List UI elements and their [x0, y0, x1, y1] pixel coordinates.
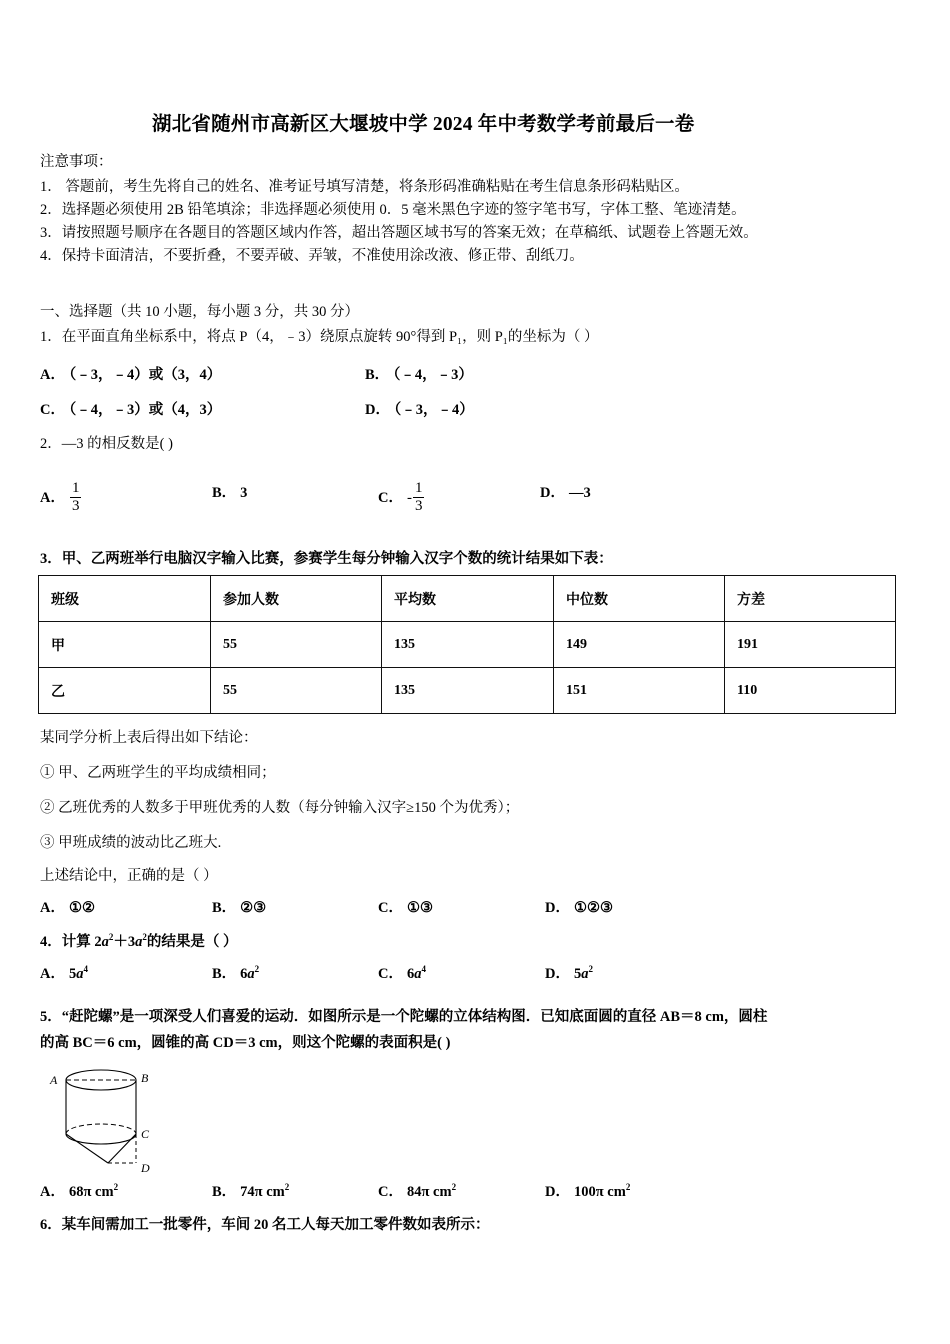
question-3-stem: 3．甲、乙两班举行电脑汉字输入比赛，参赛学生每分钟输入汉字个数的统计结果如下表：: [40, 551, 613, 567]
option-coefficient: 6: [240, 966, 248, 982]
table-header-cell: 方差: [725, 576, 896, 622]
option-value: （﹣3，﹣4）或（3，4）: [68, 367, 222, 383]
question-2-option-d[interactable]: [540, 481, 591, 502]
spinning-top-svg: [42, 1062, 217, 1180]
option-label: C．: [378, 900, 403, 916]
note-item-1: 1． 答题前，考生先将自己的姓名、准考证号填写清楚，将条形码准确粘贴在考生信息条形码粘贴区。: [40, 179, 689, 195]
option-label: A．: [40, 900, 65, 916]
table-cell: 151: [554, 668, 725, 714]
fraction-denominator: 3: [71, 498, 80, 514]
question-1-option-b[interactable]: [365, 363, 473, 384]
spinning-top-figure: [42, 1062, 217, 1180]
option-variable: a: [247, 966, 255, 982]
stem-part: ＋3: [113, 934, 136, 950]
question-5-option-d[interactable]: [545, 1180, 630, 1201]
question-3-conclusion-2: ② 乙班优秀的人数多于甲班优秀的人数（每分钟输入汉字≥150 个为优秀）；: [40, 800, 520, 816]
stem-exponent: 2: [142, 932, 147, 943]
option-variable: a: [76, 966, 84, 982]
question-4-option-d[interactable]: [545, 962, 593, 983]
option-exponent: 4: [421, 964, 426, 975]
question-4-option-b[interactable]: [212, 962, 259, 983]
option-label: C．: [378, 966, 403, 982]
question-3-option-b[interactable]: [212, 896, 266, 917]
option-label: D．: [545, 900, 570, 916]
note-item-3: 3．请按照题号顺序在各题目的答题区域内作答，超出答题区域书写的答案无效；在草稿纸、试题卷上答题无效。: [40, 225, 758, 241]
label-d: D: [141, 1161, 150, 1175]
option-label: C．: [378, 489, 403, 506]
stem-variable: a: [135, 934, 143, 950]
option-value: ①②: [68, 900, 95, 916]
option-value: （﹣4，﹣3）: [393, 367, 473, 383]
table-cell: 55: [211, 668, 382, 714]
notes-heading: 注意事项：: [40, 154, 113, 170]
option-label: B．: [212, 966, 237, 982]
cone-left-edge: [66, 1134, 108, 1163]
option-label: B．: [212, 900, 237, 916]
bottom-ellipse-back: [66, 1124, 136, 1134]
table-row: [39, 622, 896, 668]
question-1-option-d[interactable]: [365, 398, 474, 419]
option-value: （﹣4，﹣3）或（4，3）: [68, 402, 222, 418]
bottom-ellipse-front: [66, 1134, 136, 1144]
stem-variable: a: [101, 934, 109, 950]
question-6-stem: 6．某车间需加工一批零件，车间 20 名工人每天加工零件数如表所示：: [40, 1217, 490, 1233]
question-3-prompt: 上述结论中，正确的是（ ）: [40, 868, 218, 884]
fraction-sign: -: [406, 489, 412, 506]
option-coefficient: 5: [68, 966, 77, 982]
option-label: A．: [40, 489, 65, 506]
option-exponent: 2: [588, 964, 593, 975]
question-2-stem: 2．—3 的相反数是( ): [40, 436, 173, 452]
question-3-conclusion-3: ③ 甲班成绩的波动比乙班大.: [40, 835, 222, 851]
question-5-stem-line-2: 的高 BC＝6 cm，圆锥的高 CD＝3 cm，则这个陀螺的表面积是( ): [40, 1035, 451, 1051]
fraction-one-third: [413, 481, 425, 514]
option-value: 74π cm: [240, 1184, 285, 1200]
table-cell: 135: [382, 668, 554, 714]
question-3-lead-in: 某同学分析上表后得出如下结论：: [40, 730, 258, 746]
table-cell: 乙: [39, 668, 211, 714]
option-exponent: 2: [284, 1182, 290, 1193]
option-label: B．: [212, 1184, 237, 1200]
note-item-4: 4．保持卡面清洁，不要折叠，不要弄破、弄皱，不准使用涂改液、修正带、刮纸刀。: [40, 248, 584, 264]
fraction-numerator: 1: [71, 480, 80, 496]
fraction-one-third: [70, 481, 82, 514]
table-cell: 55: [211, 622, 382, 668]
question-3-option-c[interactable]: [378, 896, 433, 917]
option-value: ①③: [406, 900, 433, 916]
option-label: D．: [365, 402, 390, 418]
stem-exponent: 2: [108, 932, 114, 943]
question-4-option-a[interactable]: [40, 962, 88, 983]
question-2-option-b[interactable]: [212, 481, 247, 502]
stem-part: 的结果是（ ）: [146, 934, 238, 950]
cone-right-edge: [108, 1134, 136, 1163]
question-5-option-c[interactable]: [378, 1180, 456, 1201]
section-heading: 一、选择题（共 10 小题，每小题 3 分，共 30 分）: [40, 304, 359, 320]
option-exponent: 2: [451, 1182, 457, 1193]
label-b: B: [141, 1071, 149, 1085]
table-header-cell: 平均数: [382, 576, 554, 622]
question-3-option-d[interactable]: [545, 896, 613, 917]
table-cell: 110: [725, 668, 896, 714]
option-value: 84π cm: [406, 1184, 452, 1200]
option-value: ②③: [240, 900, 267, 916]
table-header-cell: 参加人数: [211, 576, 382, 622]
table-cell: 191: [725, 622, 896, 668]
option-label: D．: [545, 1184, 570, 1200]
option-label: B．: [365, 367, 390, 383]
option-label: D．: [540, 485, 565, 501]
table-cell: 149: [554, 622, 725, 668]
table-header-row: [39, 576, 896, 622]
fraction-denominator: 3: [414, 498, 423, 514]
question-1-stem: 1．在平面直角坐标系中，将点 P（4，﹣3）绕原点旋转 90°得到 P₁，则 P₁的坐标为（ ）: [40, 329, 599, 345]
question-3-conclusion-1: ① 甲、乙两班学生的平均成绩相同；: [40, 765, 276, 781]
option-value: （﹣3，﹣4）: [393, 402, 474, 418]
question-1-option-a[interactable]: [40, 363, 221, 384]
note-item-2: 2．选择题必须使用 2B 铅笔填涂；非选择题必须使用 0．5 毫米黑色字迹的签字笔书写，字体工整、笔迹清楚。: [40, 202, 746, 218]
table-header-cell: 班级: [39, 576, 211, 622]
option-label: A．: [40, 966, 65, 982]
option-variable: a: [581, 966, 589, 982]
option-coefficient: 5: [573, 966, 582, 982]
question-2-option-a[interactable]: [40, 481, 82, 514]
option-value: 68π cm: [68, 1184, 114, 1200]
option-label: A．: [40, 367, 65, 383]
table-header-cell: 中位数: [554, 576, 725, 622]
option-exponent: 2: [113, 1182, 119, 1193]
table-row: [39, 668, 896, 714]
option-label: D．: [545, 966, 570, 982]
label-c: C: [141, 1127, 150, 1141]
option-exponent: 2: [625, 1182, 631, 1193]
question-5-option-b[interactable]: [212, 1180, 289, 1201]
option-variable: a: [414, 966, 422, 982]
question-2-option-c[interactable]: [378, 481, 425, 514]
option-label: B．: [212, 485, 237, 501]
table-cell: 甲: [39, 622, 211, 668]
statistics-table: [38, 575, 896, 714]
option-value: 3: [240, 485, 248, 501]
fraction-numerator: 1: [414, 480, 423, 496]
option-exponent: 4: [83, 964, 88, 975]
option-exponent: 2: [254, 964, 260, 975]
option-value: ①②③: [573, 900, 613, 916]
question-4-stem: [40, 930, 238, 954]
question-1-option-c[interactable]: [40, 398, 221, 419]
question-5-stem-line-1: 5．“赶陀螺”是一项深受人们喜爱的运动．如图所示是一个陀螺的立体结构图．已知底面圆的直径 AB＝8 cm，圆柱: [40, 1009, 768, 1025]
notes-section: [40, 150, 920, 268]
table-cell: 135: [382, 622, 554, 668]
option-value: —3: [568, 485, 591, 501]
question-3-option-a[interactable]: [40, 896, 95, 917]
question-5-option-a[interactable]: [40, 1180, 118, 1201]
page-title: 湖北省随州市高新区大堰坡中学 2024 年中考数学考前最后一卷: [152, 114, 695, 135]
question-4-option-c[interactable]: [378, 962, 426, 983]
option-label: C．: [378, 1184, 403, 1200]
stem-part: 4．计算 2: [40, 934, 102, 950]
label-a: A: [50, 1073, 58, 1087]
option-coefficient: 6: [406, 966, 415, 982]
option-label: A．: [40, 1184, 65, 1200]
option-value: 100π cm: [573, 1184, 626, 1200]
option-label: C．: [40, 402, 65, 418]
